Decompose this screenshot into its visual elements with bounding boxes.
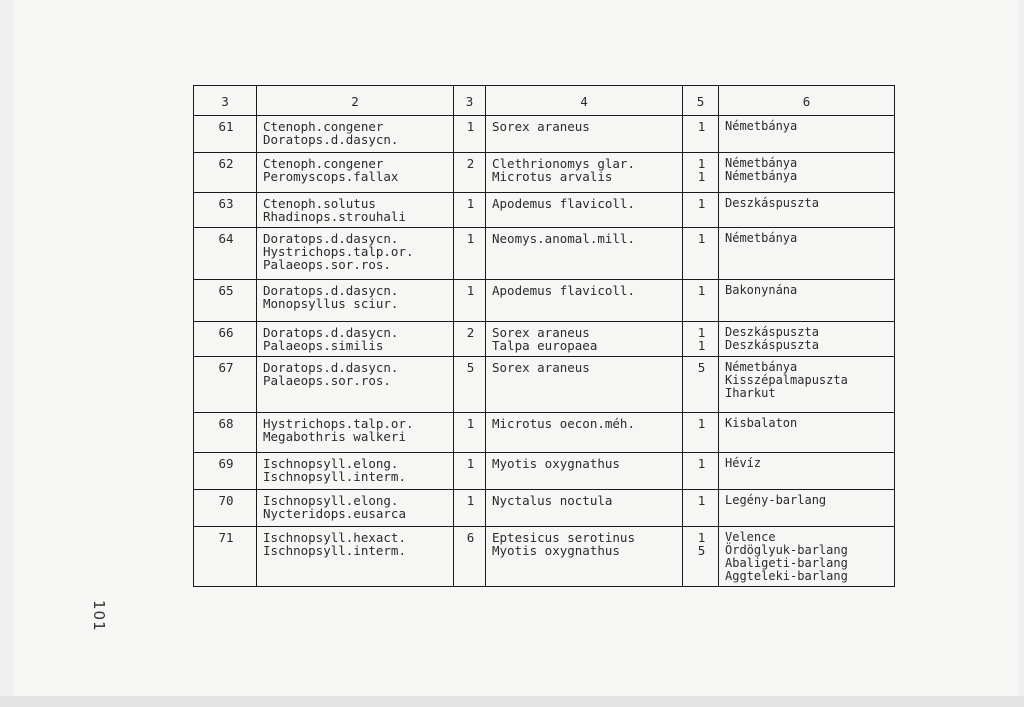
row-number-cell: 66 <box>194 322 257 357</box>
locality-cell: Németbánya Németbánya <box>719 153 895 193</box>
host-count-cell: 1 1 <box>683 153 719 193</box>
row-number-cell: 67 <box>194 357 257 413</box>
flea-species-cell: Hystrichops.talp.or. Megabothris walkeri <box>257 413 454 453</box>
flea-count-cell: 2 <box>454 153 486 193</box>
flea-species-cell: Doratops.d.dasycn. Hystrichops.talp.or. Palaeops.sor.ros. <box>257 228 454 280</box>
locality-cell: Velence Ördöglyuk-barlang Abaligeti-barlang Aggteleki-barlang <box>719 527 895 587</box>
host-species-cell: Microtus oecon.méh. <box>486 413 683 453</box>
table-row <box>194 153 895 193</box>
flea-count-cell: 2 <box>454 322 486 357</box>
row-number-cell: 65 <box>194 280 257 322</box>
locality-cell: Bakonynána <box>719 280 895 322</box>
flea-count-cell: 1 <box>454 193 486 228</box>
flea-host-table <box>193 85 895 587</box>
host-species-cell: Neomys.anomal.mill. <box>486 228 683 280</box>
host-species-cell: Apodemus flavicoll. <box>486 280 683 322</box>
locality-cell: Deszkáspuszta <box>719 193 895 228</box>
host-species-cell: Sorex araneus <box>486 357 683 413</box>
table-row <box>194 527 895 587</box>
flea-species-cell: Ctenoph.congener Peromyscops.fallax <box>257 153 454 193</box>
flea-count-cell: 1 <box>454 413 486 453</box>
host-species-cell: Sorex araneus Talpa europaea <box>486 322 683 357</box>
row-number-cell: 69 <box>194 453 257 490</box>
table-row <box>194 453 895 490</box>
locality-cell: Hévíz <box>719 453 895 490</box>
flea-species-cell: Ischnopsyll.hexact. Ischnopsyll.interm. <box>257 527 454 587</box>
host-species-cell: Apodemus flavicoll. <box>486 193 683 228</box>
scan-bottom-edge <box>0 696 1024 707</box>
table-row <box>194 228 895 280</box>
row-number-cell: 63 <box>194 193 257 228</box>
host-count-cell: 1 <box>683 228 719 280</box>
flea-species-cell: Doratops.d.dasycn. Palaeops.sor.ros. <box>257 357 454 413</box>
header-cell: 6 <box>719 86 895 116</box>
host-count-cell: 1 <box>683 193 719 228</box>
host-count-cell: 5 <box>683 357 719 413</box>
header-cell: 5 <box>683 86 719 116</box>
table-row <box>194 490 895 527</box>
flea-count-cell: 1 <box>454 116 486 153</box>
host-species-cell: Myotis oxygnathus <box>486 453 683 490</box>
host-species-cell: Clethrionomys glar. Microtus arvalis <box>486 153 683 193</box>
locality-cell: Kisbalaton <box>719 413 895 453</box>
flea-count-cell: 6 <box>454 527 486 587</box>
header-row <box>194 86 895 116</box>
flea-count-cell: 5 <box>454 357 486 413</box>
host-count-cell: 1 1 <box>683 322 719 357</box>
locality-cell: Németbánya <box>719 116 895 153</box>
flea-count-cell: 1 <box>454 490 486 527</box>
locality-cell: Deszkáspuszta Deszkáspuszta <box>719 322 895 357</box>
table-row <box>194 413 895 453</box>
host-count-cell: 1 5 <box>683 527 719 587</box>
flea-species-cell: Ctenoph.congener Doratops.d.dasycn. <box>257 116 454 153</box>
host-count-cell: 1 <box>683 490 719 527</box>
flea-count-cell: 1 <box>454 453 486 490</box>
flea-count-cell: 1 <box>454 280 486 322</box>
row-number-cell: 70 <box>194 490 257 527</box>
flea-species-cell: Doratops.d.dasycn. Palaeops.similis <box>257 322 454 357</box>
locality-cell: Németbánya <box>719 228 895 280</box>
header-cell: 2 <box>257 86 454 116</box>
table-row <box>194 193 895 228</box>
row-number-cell: 61 <box>194 116 257 153</box>
table-row <box>194 322 895 357</box>
host-species-cell: Nyctalus noctula <box>486 490 683 527</box>
row-number-cell: 68 <box>194 413 257 453</box>
host-species-cell: Sorex araneus <box>486 116 683 153</box>
table-row <box>194 116 895 153</box>
header-cell: 4 <box>486 86 683 116</box>
flea-species-cell: Ischnopsyll.elong. Ischnopsyll.interm. <box>257 453 454 490</box>
locality-cell: Németbánya Kisszépalmapuszta Iharkut <box>719 357 895 413</box>
page-number: 101 <box>90 600 108 632</box>
flea-species-cell: Doratops.d.dasycn. Monopsyllus sciur. <box>257 280 454 322</box>
header-cell: 3 <box>194 86 257 116</box>
host-species-cell: Eptesicus serotinus Myotis oxygnathus <box>486 527 683 587</box>
host-count-cell: 1 <box>683 116 719 153</box>
flea-species-cell: Ctenoph.solutus Rhadinops.strouhali <box>257 193 454 228</box>
locality-cell: Legény-barlang <box>719 490 895 527</box>
flea-count-cell: 1 <box>454 228 486 280</box>
row-number-cell: 64 <box>194 228 257 280</box>
flea-species-cell: Ischnopsyll.elong. Nycteridops.eusarca <box>257 490 454 527</box>
host-count-cell: 1 <box>683 280 719 322</box>
table-row <box>194 280 895 322</box>
row-number-cell: 62 <box>194 153 257 193</box>
host-count-cell: 1 <box>683 413 719 453</box>
header-cell: 3 <box>454 86 486 116</box>
row-number-cell: 71 <box>194 527 257 587</box>
host-count-cell: 1 <box>683 453 719 490</box>
table-row <box>194 357 895 413</box>
